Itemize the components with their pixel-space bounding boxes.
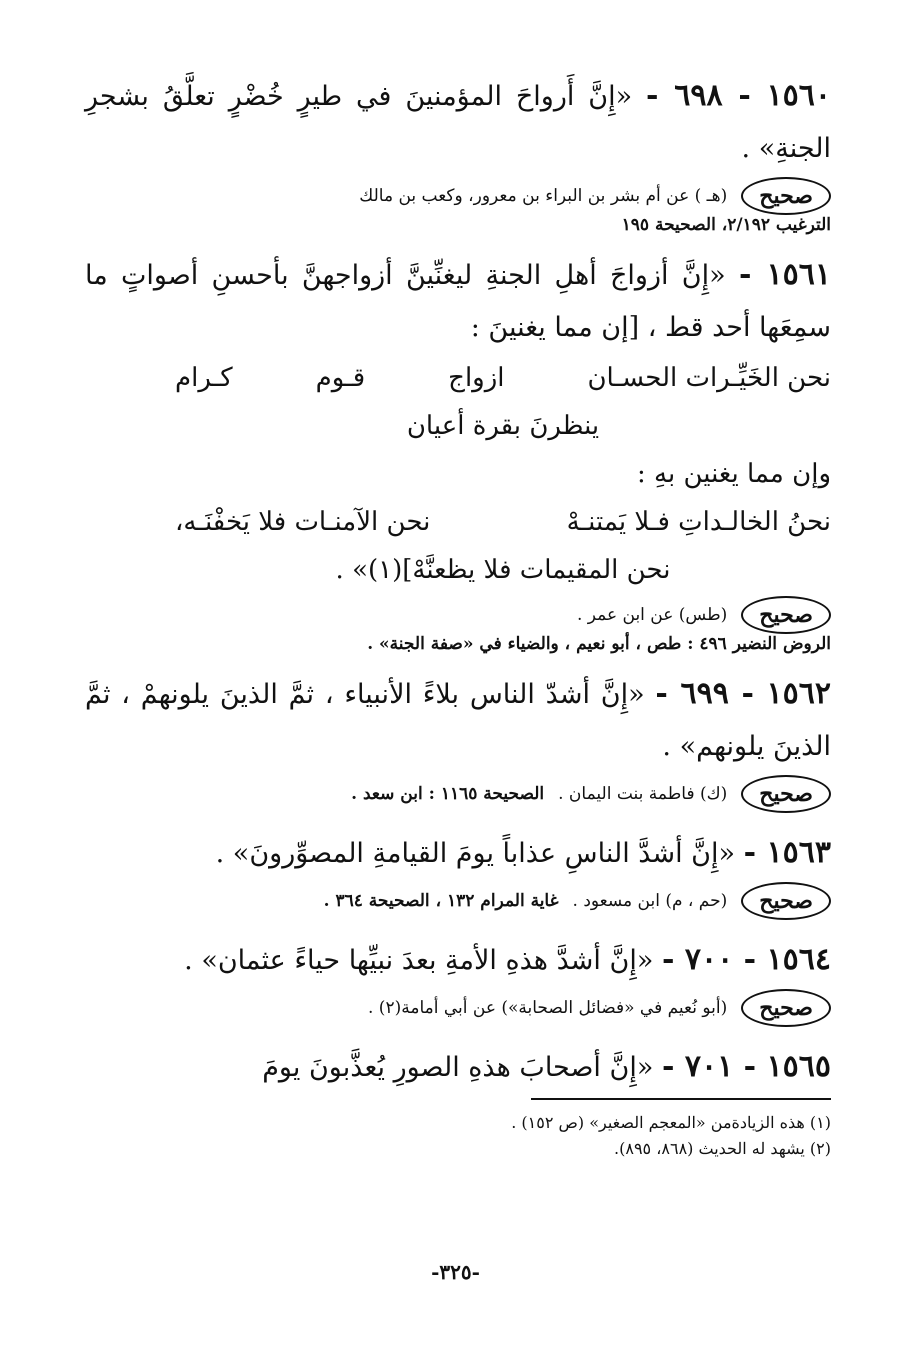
- reference-line: غاية المرام ١٣٢ ، الصحيحة ٣٦٤ .: [323, 891, 559, 911]
- poem-1: [85, 354, 831, 450]
- hadith-1565: [85, 1041, 831, 1094]
- source-text: (هـ ) عن أم بشر بن البراء بن معرور، وكعب بن مالك: [359, 186, 728, 206]
- grade-badge: صحيح: [741, 177, 831, 215]
- hadith-body: «إِنَّ أصحابَ هذهِ الصورِ يُعذَّبونَ يومَ: [262, 1052, 654, 1083]
- source-text: (أبو نُعيم في «فضائل الصحابة») عن أبي أمامة(٢) .: [368, 998, 728, 1018]
- footnote: (١) هذه الزيادةمن «المعجم الصغير» (ص ١٥٢) .: [511, 1113, 831, 1132]
- hadith-text: [85, 668, 831, 773]
- hadith-text: [85, 934, 831, 987]
- poem-line: نحن المقيمات فلا يظعنَّهْ](١)» .: [335, 555, 671, 585]
- poem-2: [85, 498, 831, 594]
- hadith-body: «إِنَّ أَرواحَ المؤمنينَ في طيرٍ خُضْرٍ تعلَّقُ بشجرِ الجنةِ» .: [85, 81, 831, 164]
- hadith-number: ١٥٦٢ - ٦٩٩ -: [655, 676, 831, 711]
- grade-badge: صحيح: [741, 882, 831, 920]
- reference-line: الصحيحة ١١٦٥ : ابن سعد .: [351, 784, 545, 804]
- reference-line: الروض النضير ٤٩٦ : طص ، أبو نعيم ، والضياء في «صفة الجنة» .: [367, 634, 831, 654]
- footnote-divider: [531, 1098, 831, 1100]
- hadith-body: «إِنَّ أشدّ الناس بلاءً الأنبياء ، ثمَّ الذينَ يلونهمْ ، ثمَّ الذينَ يلونهم» .: [85, 679, 831, 762]
- poem-line: [85, 354, 831, 402]
- page-number: -٣٢٥-: [431, 1260, 480, 1284]
- hadith-number: ١٥٦١ -: [738, 257, 831, 292]
- source-line: [85, 882, 831, 920]
- source-line: [85, 177, 831, 215]
- hadith-text: [85, 249, 831, 354]
- poem-segment: قـوم: [315, 363, 366, 393]
- hadith-1562: [85, 668, 831, 813]
- hadith-body: «إِنَّ أشدَّ هذهِ الأمةِ بعدَ نبيِّها حياءً عثمان» .: [184, 945, 654, 976]
- hadith-text: [85, 827, 831, 880]
- hadith-body: «إِنَّ أزواجَ أهلِ الجنةِ ليغنِّينَّ أزواجهنَّ بأحسنِ أصواتٍ ما سمِعَها أحد قط ، [إن مما يغنينَ :: [85, 260, 831, 343]
- hadith-number: ١٥٦٣ -: [743, 835, 831, 870]
- poem-segment: نحن الآمنـات فلا يَخفْنَـه،: [175, 507, 431, 537]
- poem-segment: نحن الخَيِّـرات الحسـان: [587, 363, 831, 393]
- poem-line: ينظرنَ بقرة أعيان: [406, 411, 600, 441]
- poem-segment: نحنُ الخالـداتِ فـلا يَمتنـهْ: [566, 507, 831, 537]
- source-line: [85, 989, 831, 1027]
- grade-badge: صحيح: [741, 596, 831, 634]
- poem-segment: ازواج: [448, 363, 505, 393]
- source-text: (طس) عن ابن عمر .: [576, 605, 728, 625]
- grade-badge: صحيح: [741, 775, 831, 813]
- hadith-1560: [85, 70, 831, 235]
- source-text: (ك) فاطمة بنت اليمان .: [558, 784, 728, 804]
- poem-intro: وإن مما يغنين بهِ :: [636, 459, 831, 489]
- source-line: [85, 775, 831, 813]
- hadith-number: ١٥٦٥ - ٧٠١ -: [661, 1049, 831, 1084]
- poem-segment: كـرام: [175, 363, 233, 393]
- footnote: (٢) يشهد له الحديث (٨٦٨، ٨٩٥).: [614, 1139, 831, 1158]
- hadith-1564: [85, 934, 831, 1027]
- hadith-1561: [85, 249, 831, 654]
- source-line: [85, 596, 831, 634]
- hadith-body: «إِنَّ أشدَّ الناسِ عذاباً يومَ القيامةِ المصوِّرونَ» .: [215, 838, 736, 869]
- hadith-text: [85, 70, 831, 175]
- hadith-number: ١٥٦٤ - ٧٠٠ -: [661, 942, 831, 977]
- hadith-number: ١٥٦٠ - ٦٩٨ -: [646, 78, 831, 113]
- reference-line: الترغيب ٢/١٩٢، الصحيحة ١٩٥: [621, 215, 831, 235]
- hadith-1563: [85, 827, 831, 920]
- poem-line: [85, 498, 831, 546]
- hadith-text: [85, 1041, 831, 1094]
- grade-badge: صحيح: [741, 989, 831, 1027]
- source-text: (حم ، م) ابن مسعود .: [572, 891, 728, 911]
